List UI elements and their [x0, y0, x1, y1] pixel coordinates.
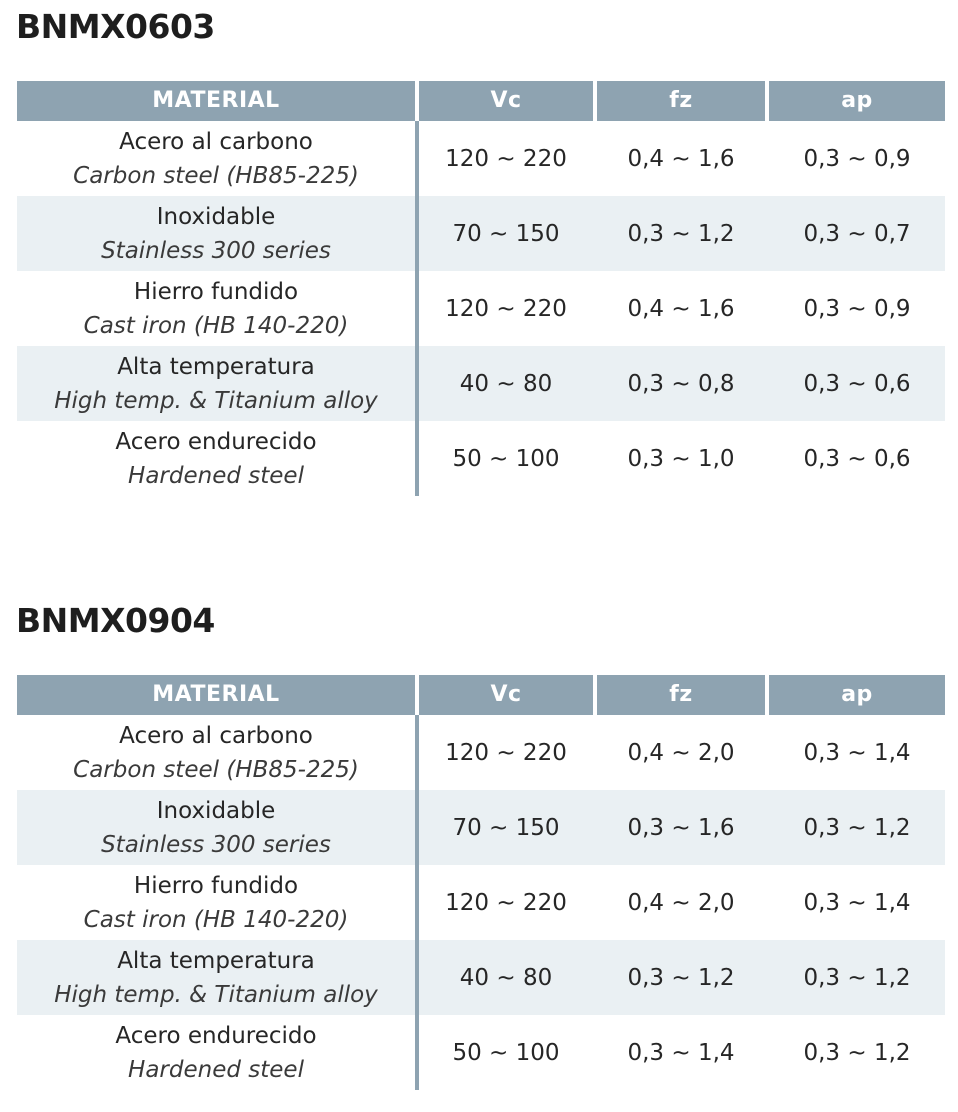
- section-title: BNMX0904: [16, 601, 215, 640]
- vc-cell: 40 ~ 80: [459, 964, 553, 991]
- ap-cell: 0,3 ~ 0,6: [803, 370, 911, 397]
- material-name-en: Hardened steel: [128, 462, 304, 489]
- material-cell: [17, 121, 415, 196]
- material-name-es: Acero al carbono: [119, 722, 313, 749]
- column-divider: [415, 121, 419, 496]
- table-row: [17, 271, 945, 346]
- material-cell: [17, 346, 415, 421]
- header-ap: ap: [769, 81, 945, 121]
- table-row: [17, 421, 945, 496]
- fz-cell: 0,4 ~ 1,6: [627, 145, 735, 172]
- vc-cell: 70 ~ 150: [452, 814, 560, 841]
- table-row: [17, 121, 945, 196]
- table-header: [17, 81, 945, 121]
- fz-cell: 0,3 ~ 1,2: [627, 964, 735, 991]
- material-name-es: Acero endurecido: [115, 428, 317, 455]
- fz-cell: 0,3 ~ 1,4: [627, 1039, 735, 1066]
- material-cell: [17, 271, 415, 346]
- material-name-en: High temp. & Titanium alloy: [54, 981, 378, 1008]
- material-name-es: Acero endurecido: [115, 1022, 317, 1049]
- material-name-en: Cast iron (HB 140-220): [83, 312, 349, 339]
- vc-cell: 120 ~ 220: [445, 739, 567, 766]
- header-material: MATERIAL: [17, 81, 415, 121]
- fz-cell: 0,4 ~ 1,6: [627, 295, 735, 322]
- ap-cell: 0,3 ~ 1,4: [803, 739, 911, 766]
- material-name-en: Stainless 300 series: [101, 831, 331, 858]
- material-cell: [17, 196, 415, 271]
- fz-cell: 0,4 ~ 2,0: [627, 739, 735, 766]
- material-cell: [17, 421, 415, 496]
- table-row: [17, 1015, 945, 1090]
- material-name-en: High temp. & Titanium alloy: [54, 387, 378, 414]
- ap-cell: 0,3 ~ 1,2: [803, 964, 911, 991]
- material-name-es: Alta temperatura: [117, 353, 315, 380]
- material-name-es: Hierro fundido: [133, 278, 299, 305]
- ap-cell: 0,3 ~ 1,2: [803, 814, 911, 841]
- header-ap: ap: [769, 675, 945, 715]
- ap-cell: 0,3 ~ 1,4: [803, 889, 911, 916]
- table-row: [17, 790, 945, 865]
- ap-cell: 0,3 ~ 1,2: [803, 1039, 911, 1066]
- vc-cell: 40 ~ 80: [459, 370, 553, 397]
- table-row: [17, 715, 945, 790]
- fz-cell: 0,3 ~ 1,0: [627, 445, 735, 472]
- header-vc: Vc: [419, 675, 593, 715]
- material-cell: [17, 715, 415, 790]
- section-title: BNMX0603: [16, 7, 215, 46]
- material-name-es: Acero al carbono: [119, 128, 313, 155]
- material-name-en: Hardened steel: [128, 1056, 304, 1083]
- fz-cell: 0,3 ~ 1,2: [627, 220, 735, 247]
- material-name-en: Carbon steel (HB85-225): [73, 162, 359, 189]
- material-name-en: Cast iron (HB 140-220): [83, 906, 349, 933]
- material-cell: [17, 1015, 415, 1090]
- material-name-es: Alta temperatura: [117, 947, 315, 974]
- table-row: [17, 865, 945, 940]
- table-header: [17, 675, 945, 715]
- vc-cell: 120 ~ 220: [445, 145, 567, 172]
- cutting-data-table: [17, 675, 945, 1090]
- ap-cell: 0,3 ~ 0,6: [803, 445, 911, 472]
- material-name-en: Stainless 300 series: [101, 237, 331, 264]
- table-row: [17, 346, 945, 421]
- fz-cell: 0,4 ~ 2,0: [627, 889, 735, 916]
- vc-cell: 50 ~ 100: [452, 1039, 560, 1066]
- vc-cell: 120 ~ 220: [445, 889, 567, 916]
- table-row: [17, 196, 945, 271]
- material-name-es: Inoxidable: [156, 797, 276, 824]
- header-vc: Vc: [419, 81, 593, 121]
- ap-cell: 0,3 ~ 0,9: [803, 295, 911, 322]
- ap-cell: 0,3 ~ 0,7: [803, 220, 911, 247]
- header-material: MATERIAL: [17, 675, 415, 715]
- column-divider: [415, 715, 419, 1090]
- vc-cell: 120 ~ 220: [445, 295, 567, 322]
- material-name-es: Hierro fundido: [133, 872, 299, 899]
- header-fz: fz: [597, 81, 765, 121]
- material-name-en: Carbon steel (HB85-225): [73, 756, 359, 783]
- material-cell: [17, 865, 415, 940]
- vc-cell: 50 ~ 100: [452, 445, 560, 472]
- table-row: [17, 940, 945, 1015]
- table-section-bnmx0904: [0, 601, 958, 1094]
- vc-cell: 70 ~ 150: [452, 220, 560, 247]
- material-cell: [17, 790, 415, 865]
- ap-cell: 0,3 ~ 0,9: [803, 145, 911, 172]
- fz-cell: 0,3 ~ 0,8: [627, 370, 735, 397]
- fz-cell: 0,3 ~ 1,6: [627, 814, 735, 841]
- table-section-bnmx0603: [0, 7, 958, 500]
- cutting-data-table: [17, 81, 945, 496]
- material-name-es: Inoxidable: [156, 203, 276, 230]
- header-fz: fz: [597, 675, 765, 715]
- material-cell: [17, 940, 415, 1015]
